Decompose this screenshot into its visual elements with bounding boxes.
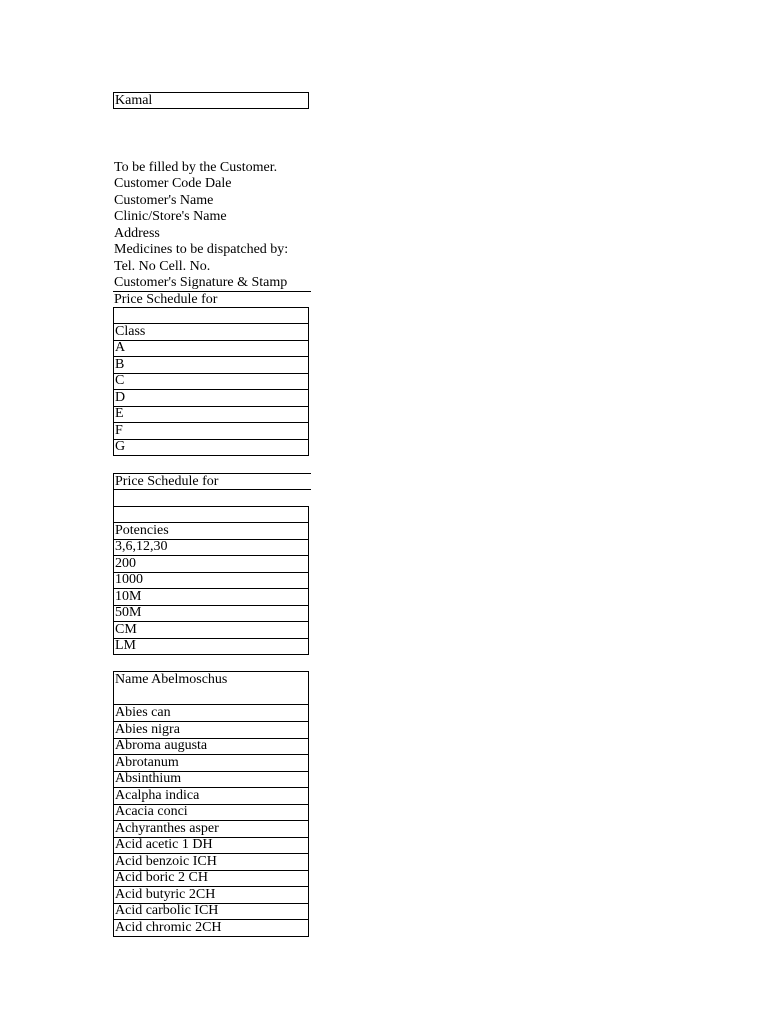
potency-schedule-blank-row — [113, 490, 309, 507]
clinic-store-name-field: Clinic/Store's Name — [114, 209, 227, 224]
customer-name-field: Customer's Name — [114, 193, 214, 208]
medicine-row: Abroma augusta — [113, 738, 309, 755]
class-schedule-header: Class — [113, 324, 309, 341]
potency-schedule-header: Potencies — [113, 523, 309, 540]
medicine-row: Acid boric 2 CH — [113, 870, 309, 887]
tel-cell-field: Tel. No Cell. No. — [114, 259, 211, 274]
class-row: D — [113, 390, 309, 407]
medicine-row: Abrotanum — [113, 755, 309, 772]
potency-row: 200 — [113, 556, 309, 573]
class-row: C — [113, 373, 309, 390]
medicine-row: Acid benzoic ICH — [113, 854, 309, 871]
medicine-row: Acid carbolic ICH — [113, 903, 309, 920]
medicine-row: Acid chromic 2CH — [113, 920, 309, 937]
class-row: A — [113, 340, 309, 357]
potency-row: CM — [113, 622, 309, 639]
dispatch-by-field: Medicines to be dispatched by: — [114, 242, 289, 257]
class-row: E — [113, 406, 309, 423]
potency-row: 50M — [113, 605, 309, 622]
class-schedule-blank-row — [113, 307, 309, 324]
medicine-row: Acid acetic 1 DH — [113, 837, 309, 854]
potency-row: LM — [113, 638, 309, 655]
potency-row: 10M — [113, 589, 309, 606]
medicine-row: Acacia conci — [113, 804, 309, 821]
class-row: F — [113, 423, 309, 440]
address-field: Address — [114, 226, 160, 241]
medicine-row: Achyranthes asper — [113, 821, 309, 838]
class-schedule-title: Price Schedule for — [114, 292, 218, 307]
medicine-row: Abies nigra — [113, 722, 309, 739]
class-row: B — [113, 357, 309, 374]
potency-schedule-blank-row-2 — [113, 506, 309, 523]
potency-row: 3,6,12,30 — [113, 539, 309, 556]
medicine-row: Acid butyric 2CH — [113, 887, 309, 904]
signature-stamp-field: Customer's Signature & Stamp — [113, 275, 311, 292]
medicine-row: Absinthium — [113, 771, 309, 788]
potency-row: 1000 — [113, 572, 309, 589]
class-row: G — [113, 439, 309, 456]
customer-code-field: Customer Code Dale — [114, 176, 232, 191]
form-instruction: To be filled by the Customer. — [114, 160, 278, 175]
medicine-row: Acalpha indica — [113, 788, 309, 805]
medicine-list-header: Name Abelmoschus — [113, 671, 309, 705]
name-box: Kamal — [113, 92, 309, 109]
medicine-row: Abies can — [113, 705, 309, 722]
potency-schedule-title: Price Schedule for — [113, 473, 311, 490]
